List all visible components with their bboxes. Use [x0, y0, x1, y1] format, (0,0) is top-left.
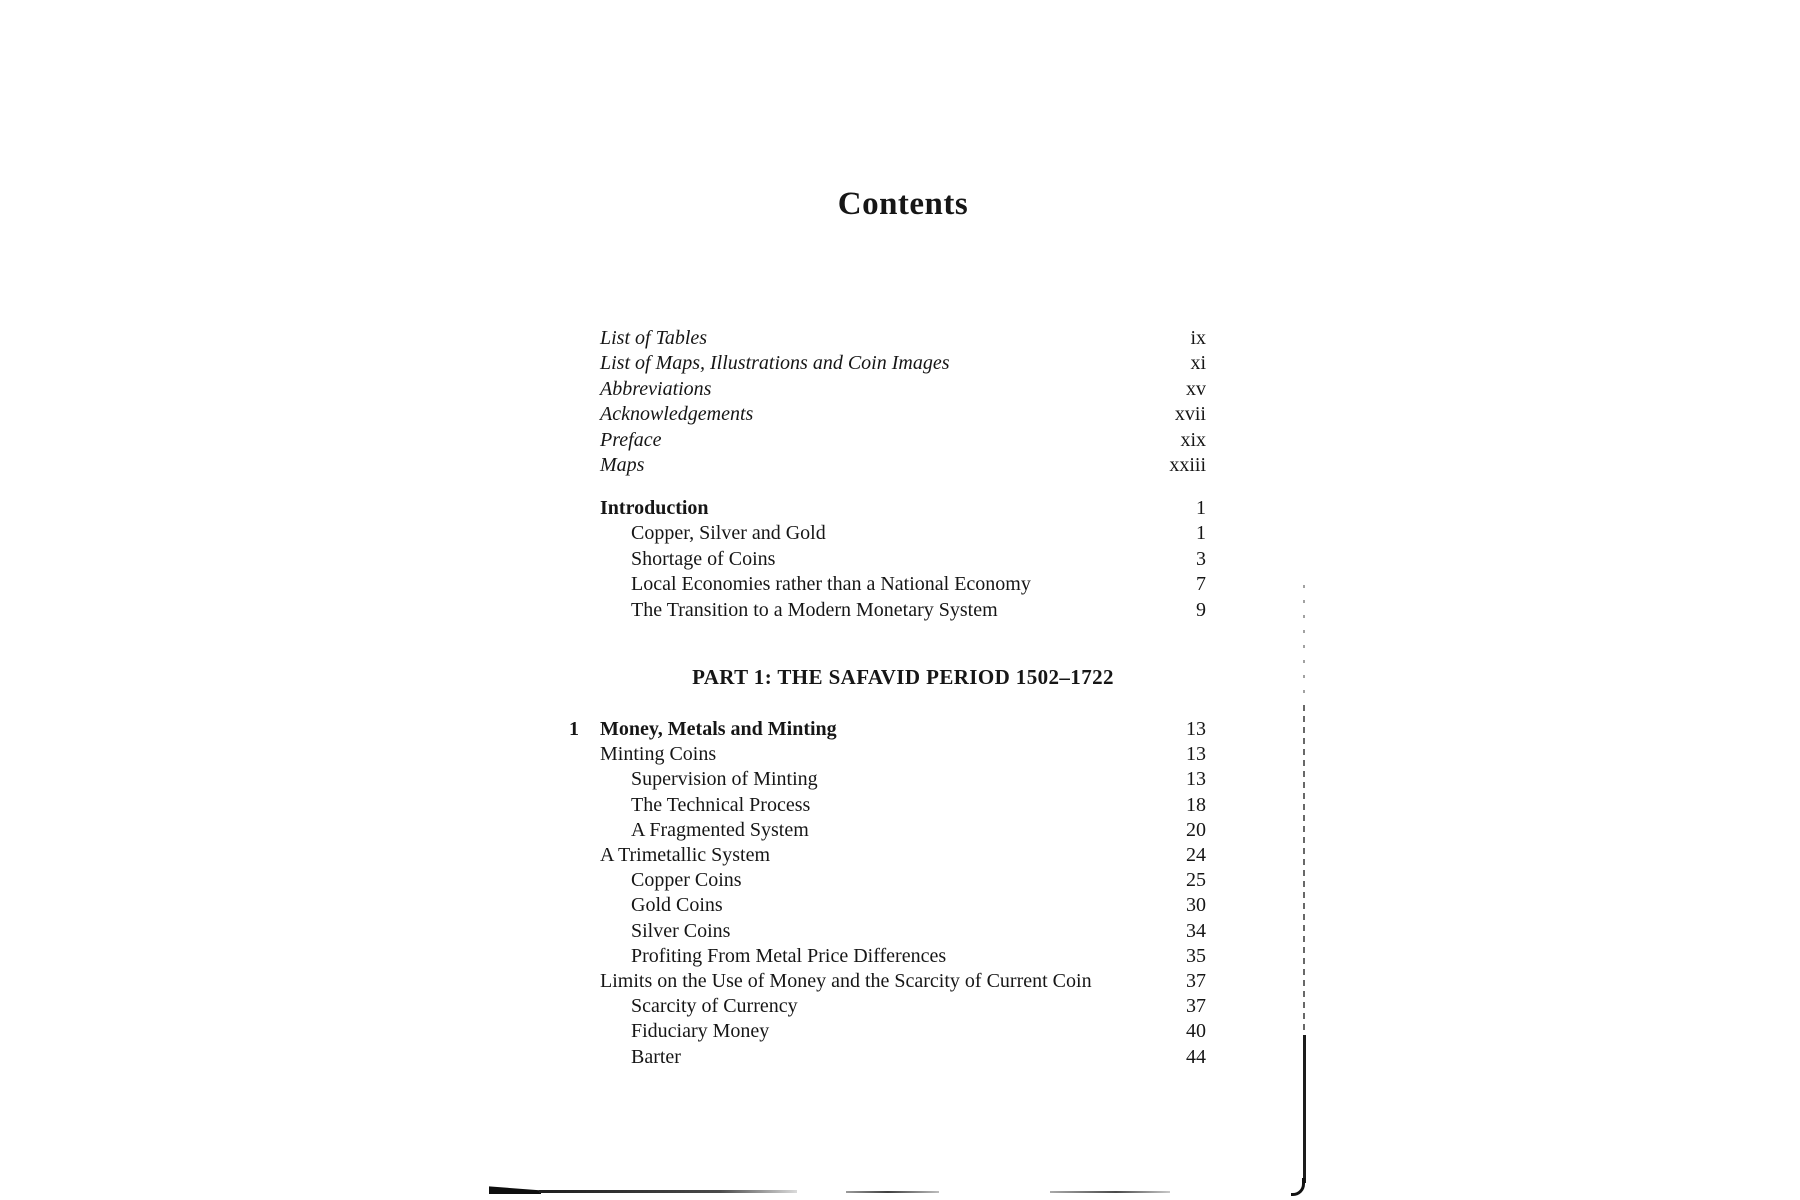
toc-row [600, 767, 1206, 792]
toc-row [600, 868, 1206, 893]
toc-row [600, 1045, 1206, 1070]
toc-row [600, 742, 1206, 767]
toc-entry-page: 13 [1186, 718, 1206, 740]
toc-row [600, 1019, 1206, 1044]
toc-entry-page: 13 [1186, 768, 1206, 791]
toc-entry-page: xi [1190, 352, 1206, 375]
toc-entry-label: Copper Coins [631, 869, 742, 892]
scan-artifact-bottom-line-segment [539, 1190, 797, 1193]
toc-entry-page: xvii [1174, 403, 1206, 426]
toc-row [600, 428, 1206, 453]
toc-entry-page: 40 [1186, 1020, 1206, 1043]
toc-entry-label: Supervision of Minting [631, 768, 818, 791]
toc-entry-label: Money, Metals and Minting [600, 718, 837, 740]
toc-entry-page: 24 [1186, 844, 1206, 867]
toc-row [600, 377, 1206, 402]
toc-entry-page: 30 [1186, 894, 1206, 917]
chapter-number: 1 [569, 718, 579, 740]
toc-row [600, 793, 1206, 818]
toc-entry-page: 34 [1186, 919, 1206, 942]
toc-entry-label: Local Economies rather than a National Economy [631, 573, 1031, 596]
toc-entry-page: 1 [1196, 522, 1206, 545]
toc-entry-page: 18 [1186, 793, 1206, 816]
toc-row-introduction [600, 496, 1206, 521]
toc-entry-page: ix [1190, 327, 1206, 349]
toc-entry-label: Shortage of Coins [631, 547, 776, 570]
toc-row [600, 919, 1206, 944]
scan-artifact-bottom-line-segment [846, 1191, 939, 1193]
chapter-1-items [600, 742, 1206, 1070]
toc-entry-page: 35 [1186, 944, 1206, 967]
toc-entry-label: Preface [600, 428, 662, 451]
introduction-block [600, 496, 1206, 623]
toc-entry-label: List of Tables [600, 327, 708, 349]
toc-entry-page: xxiii [1169, 454, 1206, 477]
toc-entry-page: 1 [1196, 497, 1206, 519]
toc-row [600, 598, 1206, 623]
toc-entry-page: xix [1180, 428, 1206, 451]
toc-row [600, 994, 1206, 1019]
toc-entry-label: Minting Coins [600, 743, 717, 766]
toc-entry-label: The Technical Process [631, 793, 811, 816]
toc-entry-page: 25 [1186, 869, 1206, 892]
toc-entry-label: A Trimetallic System [600, 844, 771, 867]
toc-entry-page: 37 [1186, 970, 1206, 993]
toc-entry-label: Abbreviations [600, 377, 712, 400]
toc-entry-label: Fiduciary Money [631, 1020, 770, 1043]
toc-entry-label: Maps [600, 454, 645, 477]
chapter-1-block [569, 717, 1206, 1070]
toc-entry-label: List of Maps, Illustrations and Coin Images [600, 352, 950, 375]
toc-row [600, 572, 1206, 597]
scan-artifact-vertical-dashes-mid [1303, 705, 1305, 1035]
toc-entry-page: xv [1186, 377, 1206, 400]
toc-row [600, 521, 1206, 546]
part-heading: PART 1: THE SAFAVID PERIOD 1502–1722 [692, 665, 1114, 689]
toc-entry-label: Barter [631, 1045, 681, 1068]
toc-entry-label: Limits on the Use of Money and the Scarcity of Current Coin [600, 970, 1092, 993]
toc-entry-page: 37 [1186, 995, 1206, 1018]
toc-entry-label: A Fragmented System [631, 818, 809, 841]
toc-row [600, 402, 1206, 427]
toc-row [600, 843, 1206, 868]
toc-row [600, 969, 1206, 994]
toc-entry-label: Copper, Silver and Gold [631, 522, 826, 545]
toc-row [600, 944, 1206, 969]
toc-entry-page: 44 [1186, 1045, 1206, 1068]
toc-entry-page: 13 [1186, 743, 1206, 766]
scan-artifact-vertical-line-hook [1291, 1178, 1305, 1196]
toc-row [600, 818, 1206, 843]
toc-entry-page: 3 [1196, 547, 1206, 570]
toc-entry-label: Gold Coins [631, 894, 723, 917]
scan-artifact-vertical-dashes-top [1303, 585, 1305, 705]
toc-row-chapter-title [569, 717, 1206, 742]
toc-entry-label: The Transition to a Modern Monetary System [631, 598, 998, 621]
toc-entry-page: 9 [1196, 598, 1206, 621]
toc-row [600, 893, 1206, 918]
toc-entry-label: Scarcity of Currency [631, 995, 798, 1018]
introduction-items [600, 521, 1206, 623]
front-matter-list [600, 326, 1206, 478]
toc-entry-label: Silver Coins [631, 919, 731, 942]
toc-row [600, 453, 1206, 478]
toc-entry-label: Introduction [600, 497, 709, 519]
scan-artifact-bottom-line-segment [1050, 1191, 1170, 1193]
page-title: Contents [837, 186, 969, 222]
toc-entry-page: 20 [1186, 818, 1206, 841]
toc-entry-label: Acknowledgements [600, 403, 754, 426]
toc-entry-page: 7 [1196, 573, 1206, 596]
scan-artifact-vertical-line [1303, 1035, 1306, 1183]
toc-row [600, 547, 1206, 572]
toc-row [600, 351, 1206, 376]
toc-row [600, 326, 1206, 351]
toc-entry-label: Profiting From Metal Price Differences [631, 944, 947, 967]
scan-artifact-bottom-wedge [489, 1185, 541, 1194]
